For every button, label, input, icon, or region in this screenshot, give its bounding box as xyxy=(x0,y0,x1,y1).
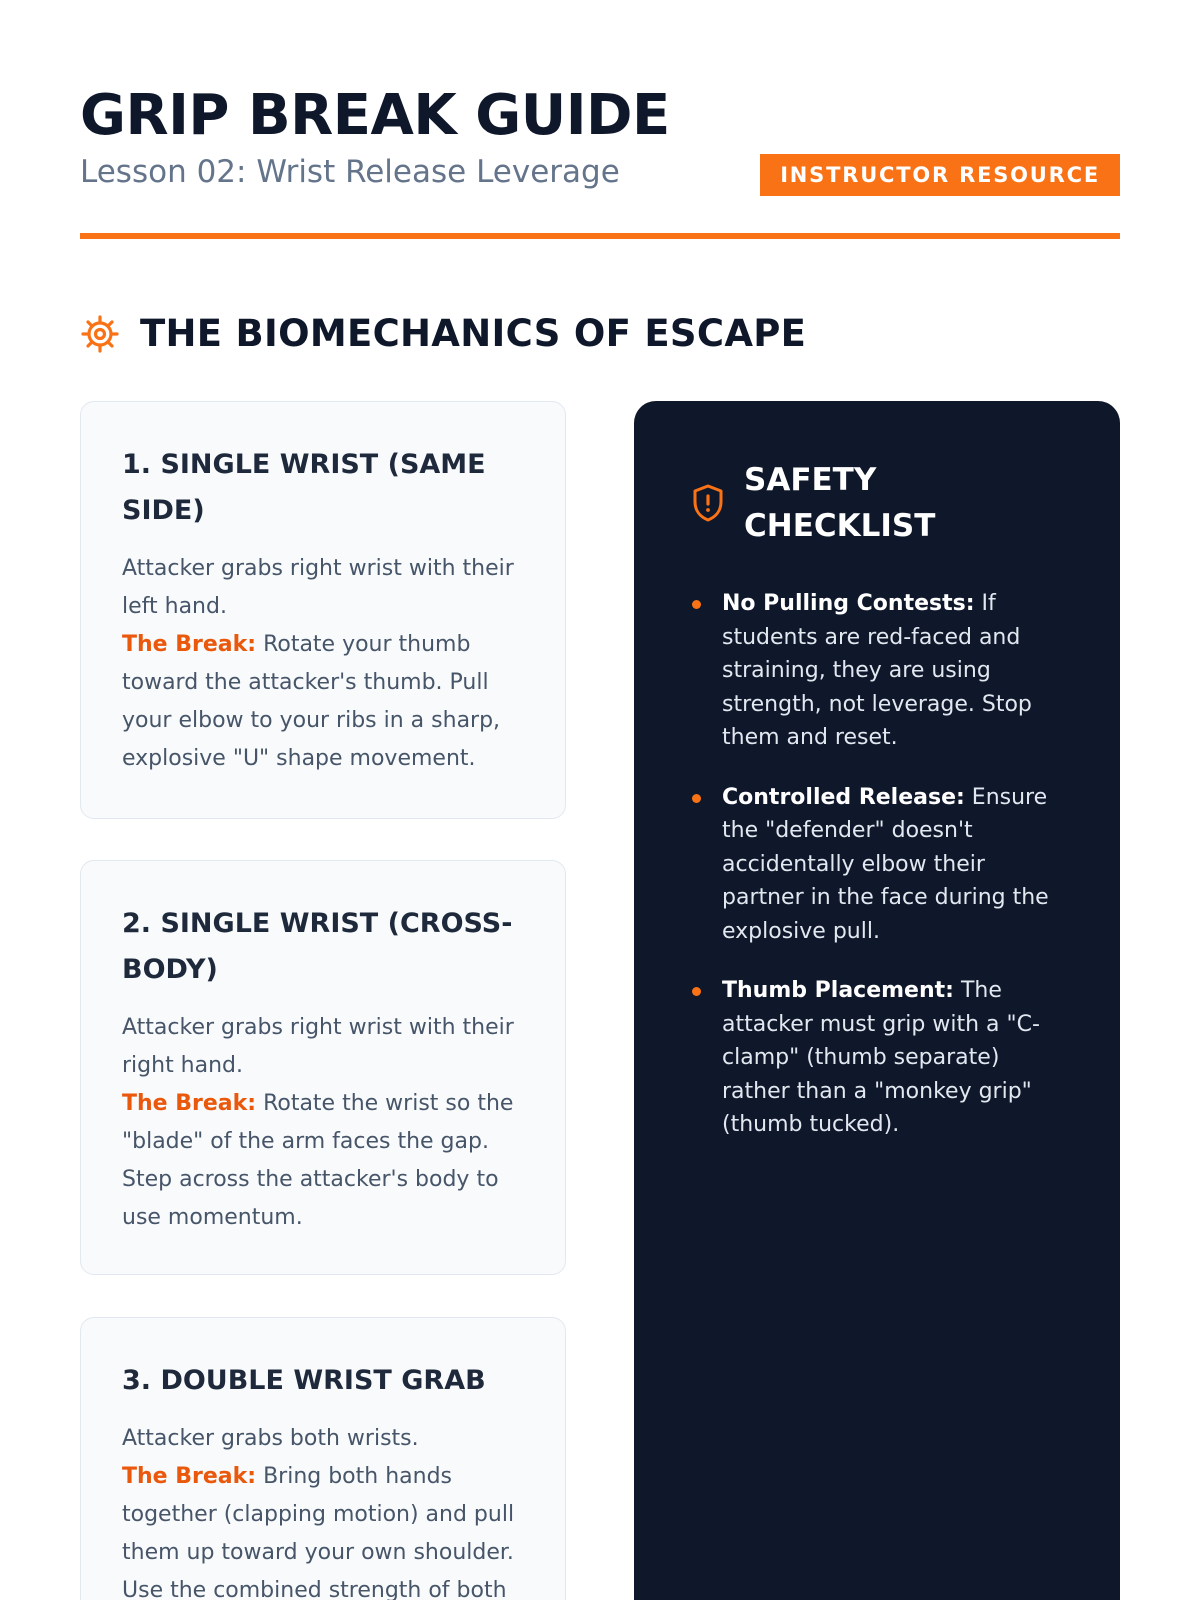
technique-card-double-wrist xyxy=(80,1317,566,1600)
header-divider xyxy=(80,233,1120,239)
card-title: 2. SINGLE WRIST (CROSS-BODY) xyxy=(122,908,513,985)
card-title: 1. SINGLE WRIST (SAME SIDE) xyxy=(122,449,486,526)
safety-checklist-panel xyxy=(634,401,1120,1600)
break-label: The Break: xyxy=(122,632,257,657)
break-text: Bring both hands together (clapping motion) and pull them up toward your own shoulder. Use the combined strength of both xyxy=(122,1464,515,1600)
safety-checklist-header xyxy=(690,457,1066,549)
card-body xyxy=(122,1420,525,1600)
technique-card-same-side xyxy=(80,401,566,819)
break-label: The Break: xyxy=(122,1091,257,1116)
gear-icon xyxy=(80,314,120,354)
card-title: 3. DOUBLE WRIST GRAB xyxy=(122,1365,486,1396)
list-item xyxy=(690,587,1066,755)
bullet-icon xyxy=(692,987,701,996)
list-item xyxy=(690,781,1066,949)
checklist-item-label: Controlled Release: xyxy=(722,784,965,810)
card-body xyxy=(122,1009,525,1237)
card-setup-text: Attacker grabs right wrist with their left hand. xyxy=(122,556,514,619)
page-title: GRIP BREAK GUIDE xyxy=(80,83,670,148)
checklist-item-text: If students are red-faced and straining, they are using strength, not leverage. Stop them and reset. xyxy=(722,591,1032,750)
card-body xyxy=(122,550,525,778)
list-item xyxy=(690,974,1066,1142)
section-title: THE BIOMECHANICS OF ESCAPE xyxy=(140,312,807,355)
lesson-subtitle: Lesson 02: Wrist Release Leverage xyxy=(80,154,620,190)
checklist-item-label: No Pulling Contests: xyxy=(722,591,975,616)
break-text: Rotate the wrist so the "blade" of the arm faces the gap. Step across the attacker's body to use momentum. xyxy=(122,1091,514,1230)
checklist-item-text: The attacker must grip with a "C-clamp" (thumb separate) rather than a "monkey grip" (thumb tucked). xyxy=(722,978,1040,1137)
bullet-icon xyxy=(692,794,701,803)
break-text: Rotate your thumb toward the attacker's thumb. Pull your elbow to your ribs in a sharp, explosive "U" shape movement. xyxy=(122,632,501,771)
section-heading xyxy=(80,310,806,358)
safety-checklist xyxy=(690,587,1066,1142)
shield-alert-icon xyxy=(690,483,726,523)
checklist-item-text: Ensure the "defender" doesn't accidentally elbow their partner in the face during the explosive pull. xyxy=(722,784,1049,944)
break-label: The Break: xyxy=(122,1464,257,1489)
card-setup-text: Attacker grabs both wrists. xyxy=(122,1426,419,1451)
safety-checklist-title: SAFETY CHECKLIST xyxy=(744,462,936,544)
card-setup-text: Attacker grabs right wrist with their right hand. xyxy=(122,1015,514,1078)
instructor-resource-badge: INSTRUCTOR RESOURCE xyxy=(760,154,1120,196)
document-header xyxy=(80,78,1120,246)
technique-card-cross-body xyxy=(80,860,566,1275)
bullet-icon xyxy=(692,600,701,609)
checklist-item-label: Thumb Placement: xyxy=(722,978,954,1003)
document-page xyxy=(80,0,1120,1600)
